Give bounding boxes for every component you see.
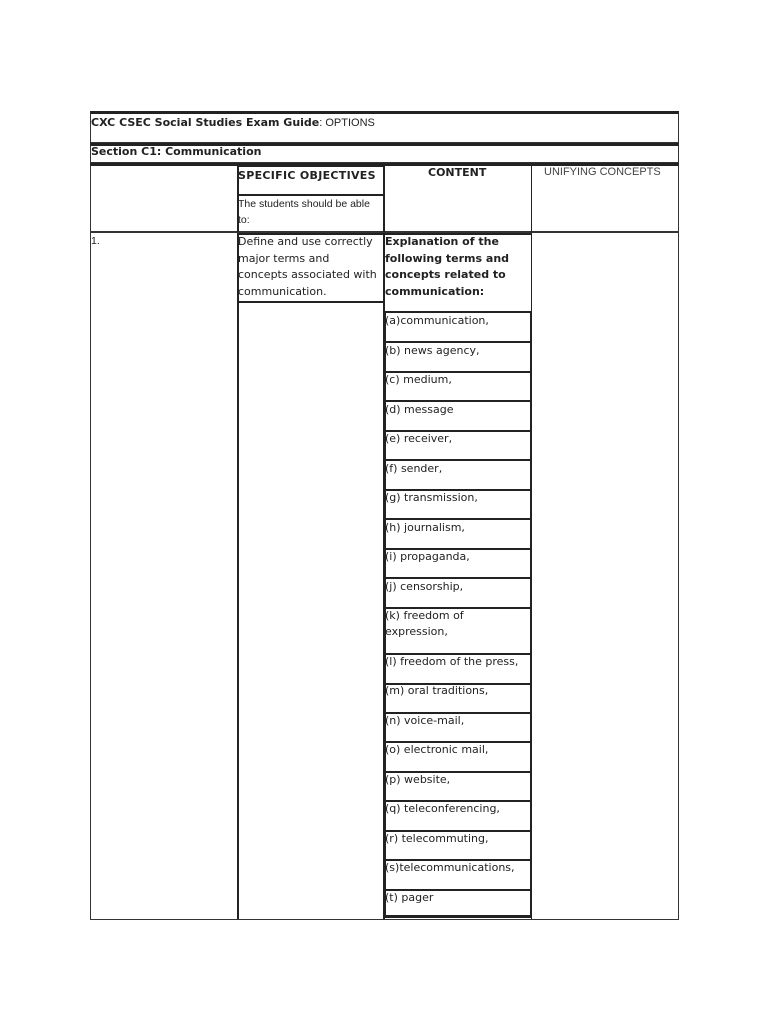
content-item: (s)telecommunications, (385, 861, 515, 874)
content-item: (k) freedom of (385, 609, 464, 622)
content-heading-line-1: Explanation of the (385, 235, 499, 248)
content-item: (a)communication, (385, 314, 489, 327)
content-item: (f) sender, (385, 462, 443, 475)
content-item: (m) oral traditions, (385, 684, 489, 697)
content-item: (o) electronic mail, (385, 743, 489, 756)
content-item: (r) telecommuting, (385, 832, 489, 845)
objective-line-4: communication. (238, 285, 327, 298)
students-line-2: to: (238, 214, 250, 226)
objective-bottom (237, 301, 385, 303)
content-item: (h) journalism, (385, 521, 465, 534)
content-item: (i) propaganda, (385, 550, 470, 563)
section-title: Section C1: Communication (91, 145, 262, 158)
content-item: (e) receiver, (385, 432, 453, 445)
content-heading-line-2: following terms and (385, 252, 510, 265)
content-item: (c) medium, (385, 373, 452, 386)
title-rest: : OPTIONS (319, 117, 375, 129)
content-item: (n) voice-mail, (385, 714, 465, 727)
content-heading-line-3: concepts related to (385, 268, 506, 281)
content-item: (b) news agency, (385, 344, 480, 357)
row-number: 1. (91, 235, 100, 247)
students-line-1: The students should be able (238, 198, 370, 210)
objective-line-3: concepts associated with (238, 268, 377, 281)
objective-line-2: major terms and (238, 252, 330, 265)
unifying-heading: UNIFYING CONCEPTS (544, 166, 661, 178)
content-heading-line-4: communication: (385, 285, 485, 298)
content-item: (d) message (385, 403, 454, 416)
title-text (91, 115, 375, 132)
content-item: (l) freedom of the press, (385, 655, 519, 668)
objectives-head-top (237, 165, 385, 167)
content-item: (q) teleconferencing, (385, 802, 500, 815)
content-item: (p) website, (385, 773, 451, 786)
content-item: (g) transmission, (385, 491, 478, 504)
objectives-heading: SPECIFIC OBJECTIVES (238, 169, 376, 182)
content-item: expression, (385, 625, 448, 638)
content-item: (t) pager (385, 891, 434, 904)
content-heading: CONTENT (428, 166, 487, 179)
document-table (90, 111, 679, 920)
objective-line-1: Define and use correctly (238, 235, 373, 248)
title-bold: CXC CSEC Social Studies Exam Guide (91, 116, 320, 129)
content-item: (j) censorship, (385, 580, 464, 593)
